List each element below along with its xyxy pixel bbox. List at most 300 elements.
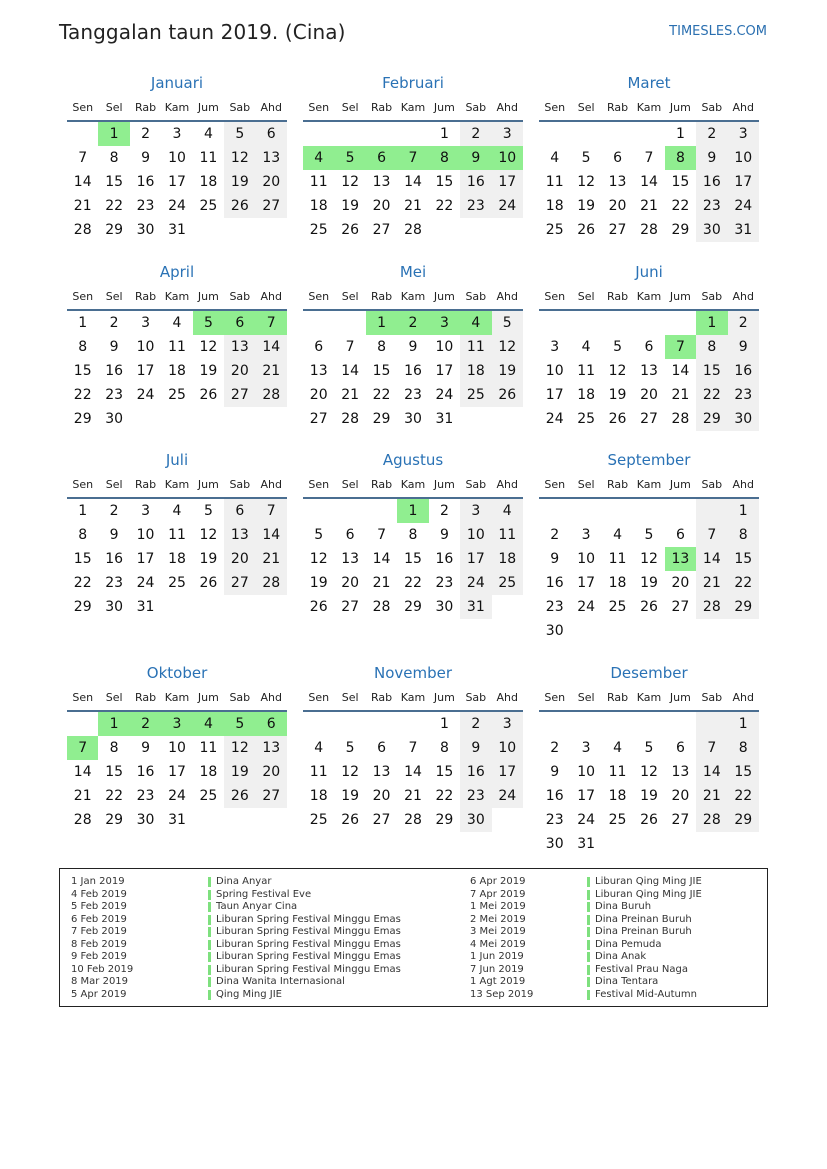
day-cell[interactable]: 23	[435, 575, 454, 591]
day-cell[interactable]: 18	[199, 764, 218, 780]
day-cell[interactable]: 7	[377, 527, 387, 543]
day-cell[interactable]: 12	[608, 363, 627, 379]
day-cell[interactable]: 25	[577, 411, 596, 427]
day-cell[interactable]: 2	[728, 311, 759, 335]
day-cell[interactable]: 2	[141, 126, 151, 142]
day-cell[interactable]: 19	[224, 760, 255, 784]
day-cell[interactable]: 30	[136, 812, 155, 828]
day-cell[interactable]: 8	[377, 339, 387, 355]
day-cell[interactable]: 16	[136, 174, 155, 190]
day-cell[interactable]: 2	[130, 712, 161, 736]
day-cell[interactable]: 9	[408, 339, 418, 355]
day-cell[interactable]: 14	[696, 547, 727, 571]
day-cell[interactable]: 27	[372, 812, 391, 828]
day-cell[interactable]: 23	[105, 387, 124, 403]
day-cell[interactable]: 5	[613, 339, 623, 355]
day-cell[interactable]: 29	[435, 812, 454, 828]
day-cell[interactable]: 16	[105, 551, 124, 567]
day-cell[interactable]: 3	[581, 740, 591, 756]
day-cell[interactable]: 3	[492, 712, 523, 736]
day-cell[interactable]: 29	[105, 812, 124, 828]
day-cell[interactable]: 27	[224, 383, 255, 407]
day-cell[interactable]: 4	[203, 126, 213, 142]
day-cell[interactable]: 27	[256, 194, 287, 218]
day-cell[interactable]: 4	[303, 146, 334, 170]
day-cell[interactable]: 13	[224, 335, 255, 359]
day-cell[interactable]: 29	[73, 599, 92, 615]
day-cell[interactable]: 23	[136, 198, 155, 214]
day-cell[interactable]: 18	[577, 387, 596, 403]
day-cell[interactable]: 7	[256, 311, 287, 335]
day-cell[interactable]: 17	[460, 547, 491, 571]
day-cell[interactable]: 5	[644, 740, 654, 756]
day-cell[interactable]: 12	[341, 174, 360, 190]
day-cell[interactable]: 22	[404, 575, 422, 591]
day-cell[interactable]: 8	[429, 146, 460, 170]
day-cell[interactable]: 21	[256, 359, 287, 383]
day-cell[interactable]: 10	[577, 551, 596, 567]
day-cell[interactable]: 12	[199, 339, 218, 355]
day-cell[interactable]: 21	[640, 198, 658, 214]
day-cell[interactable]: 1	[78, 503, 88, 519]
day-cell[interactable]: 22	[105, 198, 124, 214]
day-cell[interactable]: 17	[728, 170, 759, 194]
day-cell[interactable]: 8	[109, 740, 119, 756]
day-cell[interactable]: 29	[105, 222, 124, 238]
day-cell[interactable]: 13	[671, 764, 690, 780]
day-cell[interactable]: 20	[608, 198, 627, 214]
day-cell[interactable]: 30	[545, 836, 564, 852]
day-cell[interactable]: 13	[608, 174, 627, 190]
day-cell[interactable]: 10	[492, 146, 523, 170]
day-cell[interactable]: 3	[429, 311, 460, 335]
day-cell[interactable]: 26	[608, 411, 627, 427]
day-cell[interactable]: 9	[728, 335, 759, 359]
day-cell[interactable]: 27	[671, 599, 690, 615]
day-cell[interactable]: 30	[435, 599, 454, 615]
day-cell[interactable]: 6	[377, 740, 387, 756]
day-cell[interactable]: 23	[545, 599, 564, 615]
day-cell[interactable]: 2	[550, 740, 560, 756]
day-cell[interactable]: 13	[309, 363, 328, 379]
day-cell[interactable]: 11	[608, 764, 627, 780]
day-cell[interactable]: 13	[665, 547, 696, 571]
day-cell[interactable]: 12	[341, 764, 360, 780]
day-cell[interactable]: 25	[460, 383, 491, 407]
day-cell[interactable]: 22	[671, 198, 690, 214]
day-cell[interactable]: 30	[105, 411, 124, 427]
day-cell[interactable]: 3	[492, 122, 523, 146]
day-cell[interactable]: 10	[136, 527, 155, 543]
day-cell[interactable]: 5	[224, 712, 255, 736]
day-cell[interactable]: 28	[73, 812, 92, 828]
day-cell[interactable]: 23	[105, 575, 124, 591]
day-cell[interactable]: 7	[397, 146, 428, 170]
day-cell[interactable]: 7	[67, 736, 98, 760]
day-cell[interactable]: 11	[309, 764, 328, 780]
day-cell[interactable]: 17	[435, 363, 454, 379]
day-cell[interactable]: 3	[141, 315, 151, 331]
day-cell[interactable]: 8	[78, 339, 88, 355]
day-cell[interactable]: 8	[728, 736, 759, 760]
day-cell[interactable]: 7	[696, 736, 727, 760]
day-cell[interactable]: 20	[372, 198, 391, 214]
day-cell[interactable]: 24	[136, 575, 155, 591]
day-cell[interactable]: 26	[224, 784, 255, 808]
day-cell[interactable]: 10	[435, 339, 454, 355]
day-cell[interactable]: 28	[696, 808, 727, 832]
day-cell[interactable]: 24	[460, 571, 491, 595]
day-cell[interactable]: 10	[492, 736, 523, 760]
day-cell[interactable]: 22	[73, 575, 92, 591]
day-cell[interactable]: 15	[696, 359, 727, 383]
day-cell[interactable]: 8	[109, 150, 119, 166]
day-cell[interactable]: 20	[671, 788, 690, 804]
day-cell[interactable]: 11	[168, 527, 186, 543]
day-cell[interactable]: 14	[696, 760, 727, 784]
day-cell[interactable]: 6	[613, 150, 623, 166]
day-cell[interactable]: 11	[199, 740, 218, 756]
day-cell[interactable]: 27	[341, 599, 360, 615]
day-cell[interactable]: 24	[168, 788, 186, 804]
day-cell[interactable]: 17	[577, 788, 596, 804]
day-cell[interactable]: 11	[492, 523, 523, 547]
day-cell[interactable]: 16	[728, 359, 759, 383]
day-cell[interactable]: 16	[545, 575, 564, 591]
day-cell[interactable]: 13	[256, 736, 287, 760]
day-cell[interactable]: 7	[408, 740, 418, 756]
day-cell[interactable]: 24	[168, 198, 186, 214]
day-cell[interactable]: 12	[309, 551, 328, 567]
day-cell[interactable]: 6	[224, 311, 255, 335]
day-cell[interactable]: 14	[73, 764, 92, 780]
day-cell[interactable]: 9	[460, 146, 491, 170]
day-cell[interactable]: 3	[141, 503, 151, 519]
day-cell[interactable]: 25	[168, 387, 186, 403]
day-cell[interactable]: 22	[435, 788, 454, 804]
day-cell[interactable]: 2	[439, 503, 449, 519]
day-cell[interactable]: 27	[309, 411, 328, 427]
day-cell[interactable]: 12	[492, 335, 523, 359]
day-cell[interactable]: 21	[73, 198, 92, 214]
day-cell[interactable]: 15	[404, 551, 422, 567]
day-cell[interactable]: 24	[577, 599, 596, 615]
day-cell[interactable]: 15	[435, 764, 454, 780]
day-cell[interactable]: 25	[608, 599, 627, 615]
day-cell[interactable]: 5	[581, 150, 591, 166]
day-cell[interactable]: 24	[492, 194, 523, 218]
day-cell[interactable]: 9	[550, 551, 560, 567]
day-cell[interactable]: 5	[193, 311, 224, 335]
day-cell[interactable]: 20	[256, 760, 287, 784]
day-cell[interactable]: 18	[168, 551, 186, 567]
day-cell[interactable]: 17	[492, 170, 523, 194]
day-cell[interactable]: 14	[256, 335, 287, 359]
day-cell[interactable]: 23	[545, 812, 564, 828]
day-cell[interactable]: 19	[492, 359, 523, 383]
day-cell[interactable]: 9	[141, 740, 151, 756]
day-cell[interactable]: 6	[675, 740, 685, 756]
day-cell[interactable]: 10	[545, 363, 564, 379]
day-cell[interactable]: 28	[256, 571, 287, 595]
day-cell[interactable]: 3	[172, 126, 182, 142]
day-cell[interactable]: 7	[256, 499, 287, 523]
day-cell[interactable]: 9	[550, 764, 560, 780]
day-cell[interactable]: 18	[608, 575, 627, 591]
day-cell[interactable]: 8	[439, 740, 449, 756]
day-cell[interactable]: 16	[136, 764, 155, 780]
day-cell[interactable]: 18	[199, 174, 218, 190]
day-cell[interactable]: 15	[728, 547, 759, 571]
day-cell[interactable]: 25	[168, 575, 186, 591]
day-cell[interactable]: 4	[613, 527, 623, 543]
day-cell[interactable]: 12	[577, 174, 596, 190]
day-cell[interactable]: 21	[404, 788, 422, 804]
day-cell[interactable]: 13	[256, 146, 287, 170]
day-cell[interactable]: 19	[199, 363, 218, 379]
day-cell[interactable]: 8	[728, 523, 759, 547]
day-cell[interactable]: 31	[728, 218, 759, 242]
day-cell[interactable]: 23	[404, 387, 422, 403]
day-cell[interactable]: 18	[545, 198, 564, 214]
day-cell[interactable]: 21	[696, 571, 727, 595]
day-cell[interactable]: 4	[581, 339, 591, 355]
day-cell[interactable]: 9	[109, 527, 119, 543]
day-cell[interactable]: 11	[608, 551, 627, 567]
day-cell[interactable]: 19	[199, 551, 218, 567]
day-cell[interactable]: 11	[545, 174, 564, 190]
day-cell[interactable]: 10	[168, 150, 186, 166]
day-cell[interactable]: 6	[644, 339, 654, 355]
day-cell[interactable]: 2	[109, 315, 119, 331]
day-cell[interactable]: 16	[460, 170, 491, 194]
day-cell[interactable]: 29	[671, 222, 690, 238]
day-cell[interactable]: 14	[256, 523, 287, 547]
day-cell[interactable]: 23	[136, 788, 155, 804]
day-cell[interactable]: 15	[105, 174, 124, 190]
day-cell[interactable]: 26	[341, 222, 360, 238]
day-cell[interactable]: 31	[577, 836, 596, 852]
day-cell[interactable]: 31	[435, 411, 454, 427]
day-cell[interactable]: 29	[728, 595, 759, 619]
day-cell[interactable]: 7	[644, 150, 654, 166]
day-cell[interactable]: 22	[435, 198, 454, 214]
day-cell[interactable]: 22	[73, 387, 92, 403]
day-cell[interactable]: 20	[671, 575, 690, 591]
day-cell[interactable]: 19	[224, 170, 255, 194]
day-cell[interactable]: 20	[309, 387, 328, 403]
day-cell[interactable]: 8	[696, 335, 727, 359]
day-cell[interactable]: 24	[545, 411, 564, 427]
day-cell[interactable]: 30	[696, 218, 727, 242]
day-cell[interactable]: 15	[435, 174, 454, 190]
day-cell[interactable]: 17	[545, 387, 564, 403]
day-cell[interactable]: 29	[696, 407, 727, 431]
day-cell[interactable]: 28	[372, 599, 391, 615]
day-cell[interactable]: 5	[345, 740, 355, 756]
day-cell[interactable]: 4	[172, 503, 182, 519]
day-cell[interactable]: 6	[256, 122, 287, 146]
day-cell[interactable]: 27	[671, 812, 690, 828]
day-cell[interactable]: 19	[341, 788, 360, 804]
day-cell[interactable]: 29	[372, 411, 391, 427]
day-cell[interactable]: 17	[168, 764, 186, 780]
day-cell[interactable]: 20	[256, 170, 287, 194]
day-cell[interactable]: 30	[404, 411, 422, 427]
day-cell[interactable]: 17	[136, 551, 155, 567]
day-cell[interactable]: 27	[608, 222, 627, 238]
day-cell[interactable]: 11	[577, 363, 596, 379]
day-cell[interactable]: 14	[404, 174, 422, 190]
day-cell[interactable]: 6	[224, 499, 255, 523]
day-cell[interactable]: 20	[640, 387, 658, 403]
day-cell[interactable]: 6	[675, 527, 685, 543]
day-cell[interactable]: 29	[404, 599, 422, 615]
day-cell[interactable]: 28	[73, 222, 92, 238]
day-cell[interactable]: 16	[545, 788, 564, 804]
day-cell[interactable]: 19	[577, 198, 596, 214]
day-cell[interactable]: 18	[460, 359, 491, 383]
day-cell[interactable]: 1	[78, 315, 88, 331]
day-cell[interactable]: 23	[696, 194, 727, 218]
day-cell[interactable]: 28	[404, 812, 422, 828]
day-cell[interactable]: 5	[314, 527, 324, 543]
day-cell[interactable]: 26	[341, 812, 360, 828]
day-cell[interactable]: 24	[577, 812, 596, 828]
day-cell[interactable]: 3	[728, 122, 759, 146]
day-cell[interactable]: 14	[404, 764, 422, 780]
day-cell[interactable]: 16	[696, 170, 727, 194]
day-cell[interactable]: 20	[224, 359, 255, 383]
day-cell[interactable]: 10	[168, 740, 186, 756]
day-cell[interactable]: 2	[109, 503, 119, 519]
day-cell[interactable]: 10	[577, 764, 596, 780]
day-cell[interactable]: 8	[78, 527, 88, 543]
day-cell[interactable]: 1	[366, 311, 397, 335]
day-cell[interactable]: 14	[640, 174, 658, 190]
day-cell[interactable]: 9	[439, 527, 449, 543]
day-cell[interactable]: 25	[309, 812, 328, 828]
day-cell[interactable]: 1	[439, 716, 449, 732]
day-cell[interactable]: 15	[73, 551, 92, 567]
day-cell[interactable]: 5	[334, 146, 365, 170]
day-cell[interactable]: 18	[168, 363, 186, 379]
day-cell[interactable]: 9	[141, 150, 151, 166]
day-cell[interactable]: 1	[98, 122, 129, 146]
day-cell[interactable]: 14	[341, 363, 360, 379]
day-cell[interactable]: 9	[109, 339, 119, 355]
day-cell[interactable]: 16	[105, 363, 124, 379]
day-cell[interactable]: 25	[545, 222, 564, 238]
day-cell[interactable]: 22	[728, 784, 759, 808]
day-cell[interactable]: 3	[460, 499, 491, 523]
day-cell[interactable]: 4	[460, 311, 491, 335]
day-cell[interactable]: 25	[199, 788, 218, 804]
day-cell[interactable]: 30	[545, 623, 564, 639]
day-cell[interactable]: 19	[640, 575, 658, 591]
day-cell[interactable]: 28	[341, 411, 360, 427]
day-cell[interactable]: 1	[696, 311, 727, 335]
day-cell[interactable]: 4	[492, 499, 523, 523]
day-cell[interactable]: 27	[372, 222, 391, 238]
day-cell[interactable]: 31	[460, 595, 491, 619]
day-cell[interactable]: 17	[168, 174, 186, 190]
day-cell[interactable]: 16	[404, 363, 422, 379]
day-cell[interactable]: 19	[341, 198, 360, 214]
day-cell[interactable]: 9	[696, 146, 727, 170]
day-cell[interactable]: 5	[203, 503, 213, 519]
day-cell[interactable]: 17	[136, 363, 155, 379]
day-cell[interactable]: 13	[372, 174, 391, 190]
day-cell[interactable]: 12	[224, 146, 255, 170]
day-cell[interactable]: 21	[671, 387, 690, 403]
day-cell[interactable]: 5	[492, 311, 523, 335]
day-cell[interactable]: 22	[105, 788, 124, 804]
day-cell[interactable]: 21	[256, 547, 287, 571]
day-cell[interactable]: 28	[671, 411, 690, 427]
day-cell[interactable]: 24	[435, 387, 454, 403]
day-cell[interactable]: 5	[224, 122, 255, 146]
day-cell[interactable]: 15	[671, 174, 690, 190]
day-cell[interactable]: 11	[199, 150, 218, 166]
day-cell[interactable]: 31	[168, 222, 186, 238]
day-cell[interactable]: 4	[193, 712, 224, 736]
day-cell[interactable]: 30	[460, 808, 491, 832]
day-cell[interactable]: 13	[341, 551, 360, 567]
day-cell[interactable]: 13	[224, 523, 255, 547]
day-cell[interactable]: 18	[309, 198, 328, 214]
day-cell[interactable]: 14	[671, 363, 690, 379]
day-cell[interactable]: 15	[105, 764, 124, 780]
day-cell[interactable]: 19	[640, 788, 658, 804]
day-cell[interactable]: 27	[640, 411, 658, 427]
day-cell[interactable]: 28	[256, 383, 287, 407]
day-cell[interactable]: 18	[309, 788, 328, 804]
day-cell[interactable]: 17	[577, 575, 596, 591]
day-cell[interactable]: 30	[136, 222, 155, 238]
day-cell[interactable]: 26	[577, 222, 596, 238]
day-cell[interactable]: 27	[256, 784, 287, 808]
day-cell[interactable]: 4	[613, 740, 623, 756]
day-cell[interactable]: 19	[309, 575, 328, 591]
day-cell[interactable]: 20	[341, 575, 360, 591]
day-cell[interactable]: 4	[172, 315, 182, 331]
day-cell[interactable]: 26	[224, 194, 255, 218]
day-cell[interactable]: 26	[640, 599, 658, 615]
day-cell[interactable]: 16	[460, 760, 491, 784]
day-cell[interactable]: 10	[136, 339, 155, 355]
day-cell[interactable]: 2	[460, 122, 491, 146]
day-cell[interactable]: 15	[73, 363, 92, 379]
day-cell[interactable]: 29	[728, 808, 759, 832]
day-cell[interactable]: 6	[345, 527, 355, 543]
day-cell[interactable]: 23	[460, 194, 491, 218]
day-cell[interactable]: 26	[492, 383, 523, 407]
day-cell[interactable]: 28	[640, 222, 658, 238]
day-cell[interactable]: 27	[224, 571, 255, 595]
day-cell[interactable]: 28	[404, 222, 422, 238]
day-cell[interactable]: 26	[199, 575, 218, 591]
day-cell[interactable]: 1	[439, 126, 449, 142]
day-cell[interactable]: 25	[608, 812, 627, 828]
day-cell[interactable]: 21	[404, 198, 422, 214]
day-cell[interactable]: 2	[550, 527, 560, 543]
day-cell[interactable]: 23	[728, 383, 759, 407]
day-cell[interactable]: 19	[608, 387, 627, 403]
day-cell[interactable]: 12	[640, 764, 658, 780]
day-cell[interactable]: 18	[492, 547, 523, 571]
day-cell[interactable]: 26	[199, 387, 218, 403]
